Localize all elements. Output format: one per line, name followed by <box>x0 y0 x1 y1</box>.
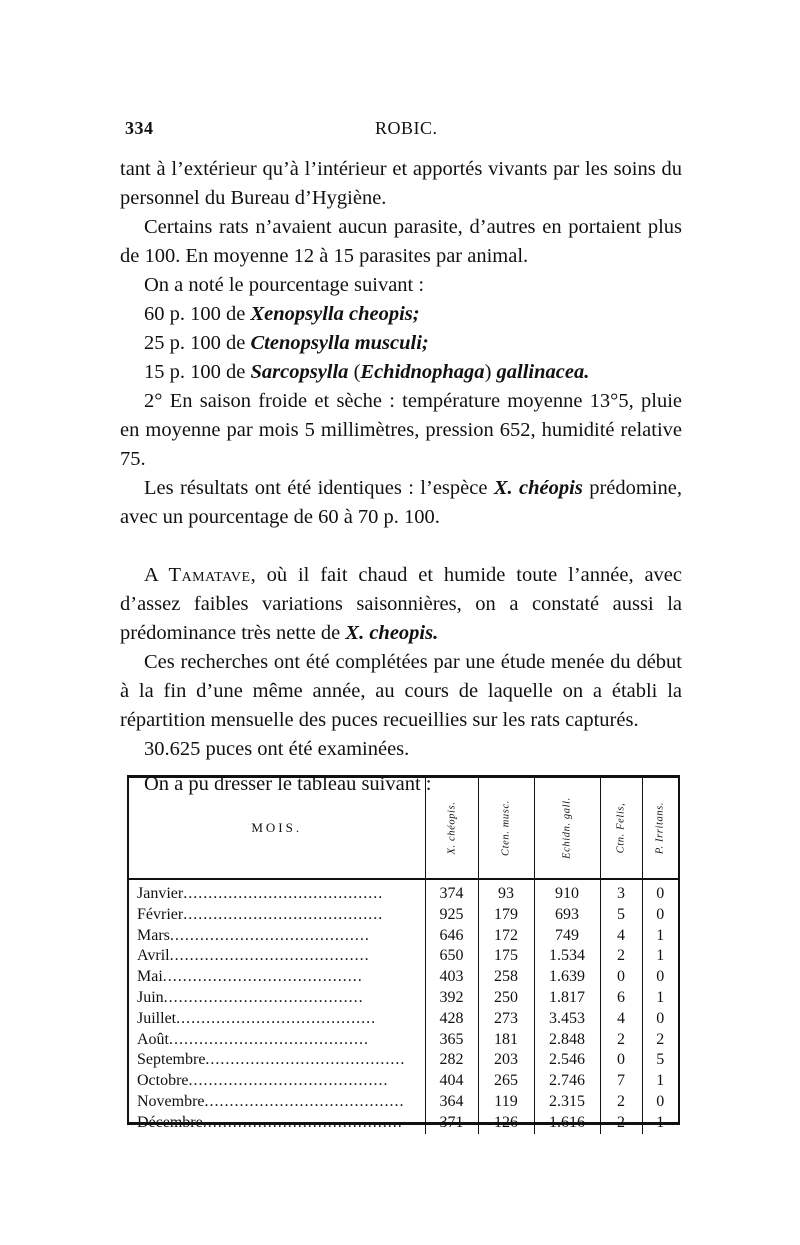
header-x-cheopis <box>425 778 478 879</box>
value-cell: 0 <box>642 1009 678 1030</box>
dot-leader: ........................................ <box>169 947 370 965</box>
value-cell: 404 <box>425 1071 478 1092</box>
value-cell: 3.453 <box>534 1009 600 1030</box>
dot-leader: ........................................ <box>204 1092 405 1110</box>
month-cell <box>129 1113 425 1134</box>
month-cell <box>129 1009 425 1030</box>
value-cell: 0 <box>642 967 678 988</box>
paragraph-6-a: A <box>144 564 169 586</box>
paragraph-9: On a pu dresser le tableau suivant : <box>144 773 432 795</box>
species-sarcopsylla: Sarcopsylla <box>250 361 349 383</box>
value-cell: 910 <box>534 879 600 905</box>
value-cell: 1 <box>642 1113 678 1134</box>
value-cell: 119 <box>478 1092 534 1113</box>
paren-open: ( <box>348 361 361 383</box>
value-cell: 2 <box>600 1113 642 1134</box>
table-row <box>129 1030 678 1051</box>
value-cell: 93 <box>478 879 534 905</box>
table-header-row <box>129 778 678 879</box>
month-cell <box>129 1071 425 1092</box>
value-cell: 4 <box>600 1009 642 1030</box>
value-cell: 6 <box>600 988 642 1009</box>
value-cell: 365 <box>425 1030 478 1051</box>
month-cell <box>129 1050 425 1071</box>
dot-leader: ........................................ <box>169 1030 369 1048</box>
value-cell: 250 <box>478 988 534 1009</box>
percentage-line-3 <box>120 358 682 387</box>
dot-leader: ........................................ <box>163 988 364 1006</box>
month-cell <box>129 926 425 947</box>
header-p-irritans-label: P. Irritans. <box>654 801 666 855</box>
value-cell: 364 <box>425 1092 478 1113</box>
value-cell: 1 <box>642 988 678 1009</box>
value-cell: 203 <box>478 1050 534 1071</box>
dot-leader: ........................................ <box>183 885 384 902</box>
value-cell: 273 <box>478 1009 534 1030</box>
dot-leader: ........................................ <box>183 905 384 923</box>
value-cell: 258 <box>478 967 534 988</box>
value-cell: 374 <box>425 879 478 905</box>
header-ctn-felis-label: Ctn. Felis, <box>615 802 627 854</box>
table-row <box>129 926 678 947</box>
species-x-cheopis-2: X. cheopis. <box>345 622 439 644</box>
value-cell: 0 <box>642 905 678 926</box>
value-cell: 2 <box>642 1030 678 1051</box>
percentage-1-text: 60 p. 100 de <box>144 303 251 325</box>
month-name: Novembre <box>137 1092 205 1110</box>
value-cell: 2.546 <box>534 1050 600 1071</box>
value-cell: 179 <box>478 905 534 926</box>
header-x-cheopis-label: X. chéopis. <box>446 801 457 855</box>
paragraph-8: 30.625 puces ont été examinées. <box>144 738 410 760</box>
value-cell: 1.817 <box>534 988 600 1009</box>
dot-leader: ........................................ <box>176 1009 377 1027</box>
value-cell: 2.315 <box>534 1092 600 1113</box>
month-cell <box>129 988 425 1009</box>
value-cell: 0 <box>642 879 678 905</box>
value-cell: 1 <box>642 946 678 967</box>
month-name: Décembre <box>137 1113 203 1131</box>
value-cell: 175 <box>478 946 534 967</box>
value-cell: 0 <box>642 1092 678 1113</box>
paragraph-3: On a noté le pourcentage suivant : <box>144 274 425 296</box>
value-cell: 403 <box>425 967 478 988</box>
paragraph-6-b: , où il fait chaud et humide toute l’année, avec d’assez faibles variations saisonnières, on a constaté aussi la prédominance très nette de <box>120 564 682 644</box>
header-mois: MOIS. <box>129 778 425 879</box>
table-row <box>129 946 678 967</box>
value-cell: 282 <box>425 1050 478 1071</box>
month-cell <box>129 879 425 905</box>
table-row <box>129 967 678 988</box>
table-row <box>129 879 678 905</box>
body-text <box>120 155 682 799</box>
month-name: Août <box>137 1030 169 1048</box>
paragraph-6 <box>120 561 682 648</box>
month-cell <box>129 967 425 988</box>
value-cell: 2 <box>600 1030 642 1051</box>
paragraph-5-a: Les résultats ont été identiques : l’espèce <box>144 477 494 499</box>
month-name: Octobre <box>137 1072 189 1090</box>
value-cell: 5 <box>642 1050 678 1071</box>
header-cten-musc-label: Cten. musc. <box>500 800 512 856</box>
month-name: Février <box>137 905 184 923</box>
paragraph-7: Ces recherches ont été complétées par une étude menée du début à la fin d’une même année, au cours de laquelle on a établi la répartition mensuelle des puces recueillies sur les rats capturés. <box>120 651 682 731</box>
species-xenopsylla: Xenopsylla cheopis; <box>250 303 420 325</box>
value-cell: 4 <box>600 926 642 947</box>
place-tamatave: Tamatave <box>168 564 251 586</box>
dot-leader: ........................................ <box>162 968 363 986</box>
value-cell: 1.534 <box>534 946 600 967</box>
month-name: Juillet <box>137 1009 177 1027</box>
month-cell <box>129 905 425 926</box>
value-cell: 428 <box>425 1009 478 1030</box>
paragraph-5-b: prédomine, avec un pourcentage de 60 à 70 p. 100. <box>120 477 682 528</box>
species-x-cheopis-1: X. chéopis <box>493 477 583 499</box>
species-gallinacea: gallinacea. <box>496 361 590 383</box>
header-p-irritans <box>642 778 678 879</box>
paragraph-2: Certains rats n’avaient aucun parasite, d’autres en portaient plus de 100. En moyenne 12 à 15 parasites par animal. <box>120 216 682 267</box>
dot-leader: ........................................ <box>205 1051 406 1069</box>
value-cell: 371 <box>425 1113 478 1134</box>
header-echidn-gall <box>534 778 600 879</box>
value-cell: 126 <box>478 1113 534 1134</box>
species-echidnophaga: Echidnophaga <box>360 361 485 383</box>
table-row <box>129 1092 678 1113</box>
table-row <box>129 1113 678 1134</box>
value-cell: 172 <box>478 926 534 947</box>
table-row <box>129 1071 678 1092</box>
value-cell: 1 <box>642 926 678 947</box>
value-cell: 749 <box>534 926 600 947</box>
paragraph-4: 2° En saison froide et sèche : température moyenne 13°5, pluie en moyenne par mois 5 millimètres, pression 652, humidité relative 75. <box>120 390 682 470</box>
month-name: Avril <box>137 947 170 965</box>
value-cell: 1 <box>642 1071 678 1092</box>
value-cell: 265 <box>478 1071 534 1092</box>
value-cell: 650 <box>425 946 478 967</box>
header-cten-musc <box>478 778 534 879</box>
page-header <box>125 118 685 144</box>
header-ctn-felis <box>600 778 642 879</box>
page-number: 334 <box>125 118 154 138</box>
paragraph-1: tant à l’extérieur qu’à l’intérieur et apportés vivants par les soins du personnel du Bureau d’Hygiène. <box>120 158 682 209</box>
month-cell <box>129 1092 425 1113</box>
month-name: Mars <box>137 926 170 944</box>
month-name: Septembre <box>137 1051 206 1069</box>
flea-table <box>127 775 680 1131</box>
month-cell <box>129 946 425 967</box>
value-cell: 2.848 <box>534 1030 600 1051</box>
percentage-line-1 <box>120 300 682 329</box>
percentage-3-text: 15 p. 100 de <box>144 361 251 383</box>
dot-leader: ........................................ <box>202 1113 403 1131</box>
value-cell: 2 <box>600 946 642 967</box>
percentage-2-text: 25 p. 100 de <box>144 332 251 354</box>
paragraph-5 <box>120 474 682 532</box>
value-cell: 646 <box>425 926 478 947</box>
value-cell: 7 <box>600 1071 642 1092</box>
value-cell: 0 <box>600 967 642 988</box>
species-ctenopsylla: Ctenopsylla musculi; <box>250 332 429 354</box>
table-row <box>129 988 678 1009</box>
month-cell <box>129 1030 425 1051</box>
value-cell: 392 <box>425 988 478 1009</box>
value-cell: 5 <box>600 905 642 926</box>
paren-close: ) <box>484 361 497 383</box>
value-cell: 181 <box>478 1030 534 1051</box>
month-name: Janvier <box>137 885 184 902</box>
percentage-line-2 <box>120 329 682 358</box>
dot-leader: ........................................ <box>188 1072 389 1090</box>
value-cell: 1.616 <box>534 1113 600 1134</box>
value-cell: 2 <box>600 1092 642 1113</box>
month-name: Mai <box>137 968 163 986</box>
value-cell: 693 <box>534 905 600 926</box>
value-cell: 3 <box>600 879 642 905</box>
value-cell: 925 <box>425 905 478 926</box>
header-echidn-gall-label: Echidn. gall. <box>561 797 573 859</box>
running-head: ROBIC. <box>375 118 438 138</box>
table-row <box>129 1050 678 1071</box>
value-cell: 2.746 <box>534 1071 600 1092</box>
month-name: Juin <box>137 988 164 1006</box>
table-row <box>129 905 678 926</box>
value-cell: 1.639 <box>534 967 600 988</box>
value-cell: 0 <box>600 1050 642 1071</box>
table-row <box>129 1009 678 1030</box>
dot-leader: ........................................ <box>169 926 370 944</box>
